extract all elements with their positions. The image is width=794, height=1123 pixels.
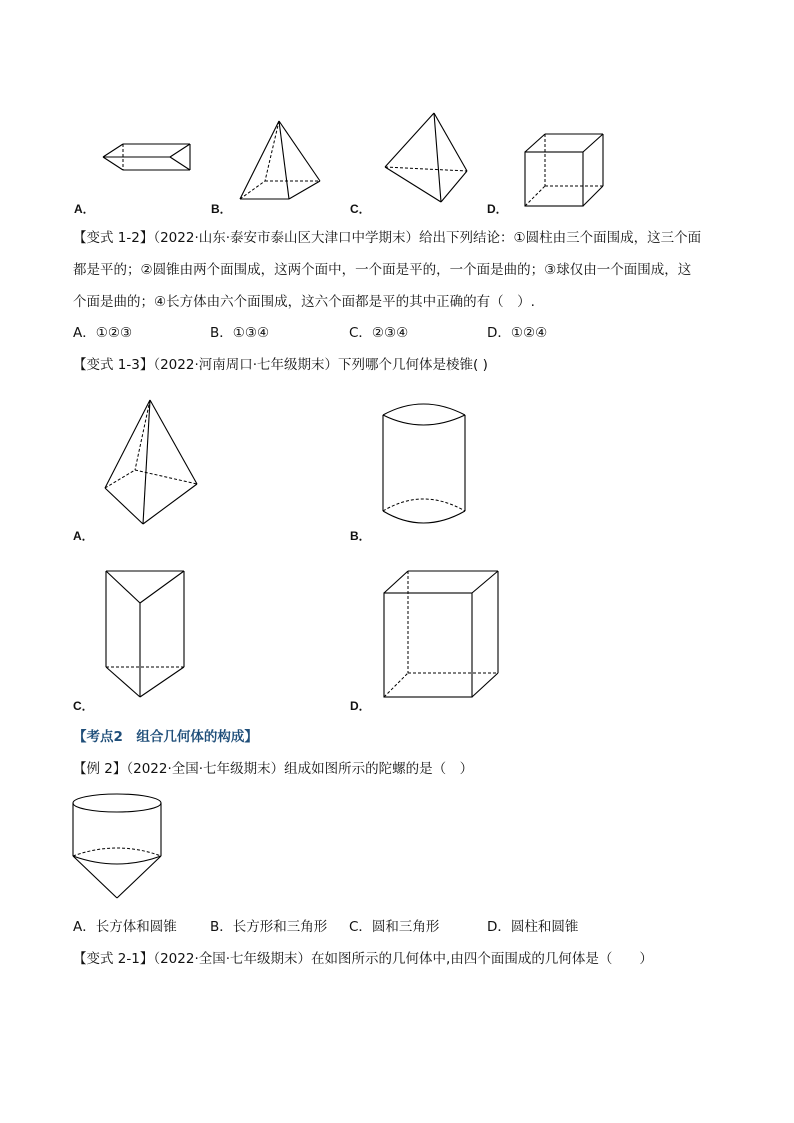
q13-label-c: C． xyxy=(73,699,94,713)
square-pyramid-drawing xyxy=(232,105,332,205)
triangular-prism-drawing xyxy=(95,112,205,192)
cube-drawing xyxy=(515,120,615,215)
ex2-option-b: B．长方形和三角形 xyxy=(210,919,328,935)
q21-question: 【变式 2-1】（2022·全国·七年级期末）在如图所示的几何体中,由四个面围成的几何体是（ ） xyxy=(73,951,653,967)
figure-quadrilateral-pyramid xyxy=(95,392,205,532)
row1-label-a: A． xyxy=(74,202,95,216)
q12-option-d: D．①②④ xyxy=(487,325,548,341)
q12-line-2: 都是平的；②圆锥由两个面围成，这两个面中，一个面是平的，一个面是曲的；③球仅由一个面围成，这 xyxy=(73,262,692,278)
cuboid-drawing xyxy=(378,565,508,700)
triangular-prism-2-drawing xyxy=(100,565,190,700)
figure-cylinder xyxy=(375,395,475,530)
figure-cuboid xyxy=(378,565,508,700)
figure-spinning-top xyxy=(72,792,167,902)
q12-option-c: C．②③④ xyxy=(349,325,409,341)
figure-triangular-pyramid xyxy=(370,105,470,205)
q12-line-1: 【变式 1-2】（2022·山东·泰安市泰山区大津口中学期末）给出下列结论：①圆柱由三个面围成，这三个面 xyxy=(73,230,702,246)
figure-square-pyramid xyxy=(232,105,332,205)
row1-label-c: C． xyxy=(350,202,371,216)
quadrilateral-pyramid-drawing xyxy=(95,392,205,532)
ex2-option-a: A．长方体和圆锥 xyxy=(73,919,177,935)
q12-option-a: A．①②③ xyxy=(73,325,133,341)
figure-cube xyxy=(515,120,615,215)
spinning-top-drawing xyxy=(72,792,167,902)
q12-option-b: B．①③④ xyxy=(210,325,270,341)
q13-question: 【变式 1-3】（2022·河南周口·七年级期末）下列哪个几何体是棱锥( ) xyxy=(73,357,488,373)
row1-label-b: B． xyxy=(211,202,232,216)
figure-triangular-prism-2 xyxy=(100,565,190,700)
triangular-pyramid-drawing xyxy=(370,105,470,205)
ex2-option-d: D．圆柱和圆锥 xyxy=(487,919,579,935)
q13-label-d: D． xyxy=(350,699,371,713)
q13-label-b: B． xyxy=(350,529,371,543)
q13-label-a: A． xyxy=(73,529,94,543)
figure-triangular-prism xyxy=(95,112,205,192)
section2-heading: 【考点2 组合几何体的构成】 xyxy=(73,729,258,745)
ex2-question: 【例 2】（2022·全国·七年级期末）组成如图所示的陀螺的是（ ） xyxy=(73,761,474,777)
row1-label-d: D． xyxy=(487,202,508,216)
cylinder-drawing xyxy=(375,395,475,530)
ex2-option-c: C．圆和三角形 xyxy=(349,919,440,935)
q12-line-3: 个面是曲的；④长方体由六个面围成，这六个面都是平的其中正确的有（ ）. xyxy=(73,294,535,310)
